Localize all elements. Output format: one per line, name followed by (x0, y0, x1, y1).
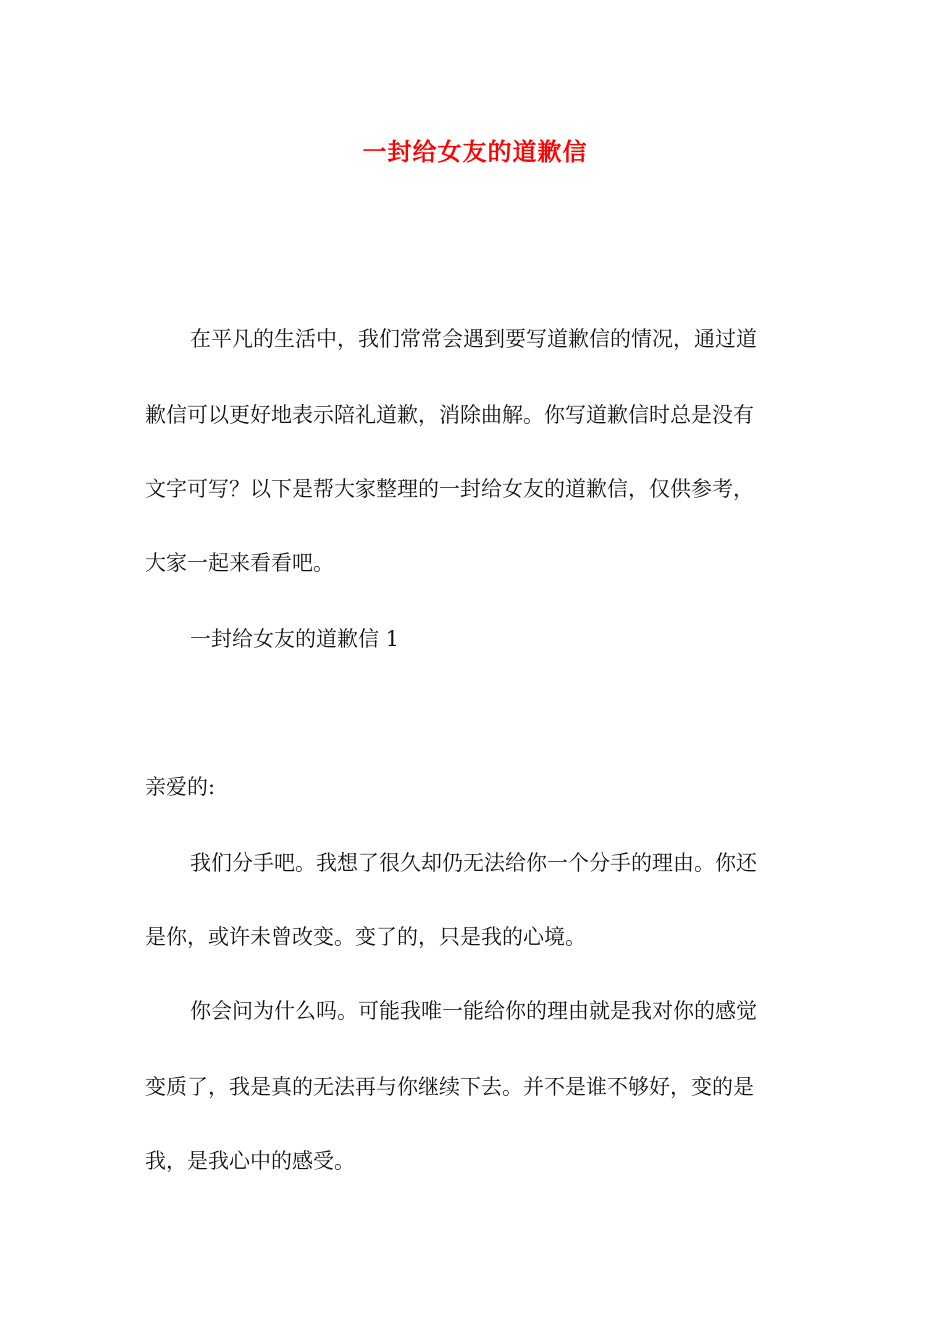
intro-line-2: 歉信可以更好地表示陪礼道歉，消除曲解。你写道歉信时总是没有 (145, 403, 754, 427)
document-title: 一封给女友的道歉信 (362, 137, 588, 166)
intro-line-1: 在平凡的生活中，我们常常会遇到要写道歉信的情况，通过道 (190, 327, 757, 351)
para2-line-3: 我，是我心中的感受。 (145, 1149, 355, 1173)
para1-line-2: 是你，或许未曾改变。变了的，只是我的心境。 (145, 925, 586, 949)
para2-line-1: 你会问为什么吗。可能我唯一能给你的理由就是我对你的感觉 (190, 999, 757, 1023)
para1-line-1: 我们分手吧。我想了很久却仍无法给你一个分手的理由。你还 (190, 851, 757, 875)
greeting: 亲爱的: (145, 775, 216, 799)
intro-line-3: 文字可写？以下是帮大家整理的一封给女友的道歉信，仅供参考， (145, 477, 754, 501)
para2-line-2: 变质了，我是真的无法再与你继续下去。并不是谁不够好，变的是 (145, 1075, 754, 1099)
section-heading: 一封给女友的道歉信 1 (190, 627, 400, 651)
intro-line-4: 大家一起来看看吧。 (145, 551, 334, 575)
